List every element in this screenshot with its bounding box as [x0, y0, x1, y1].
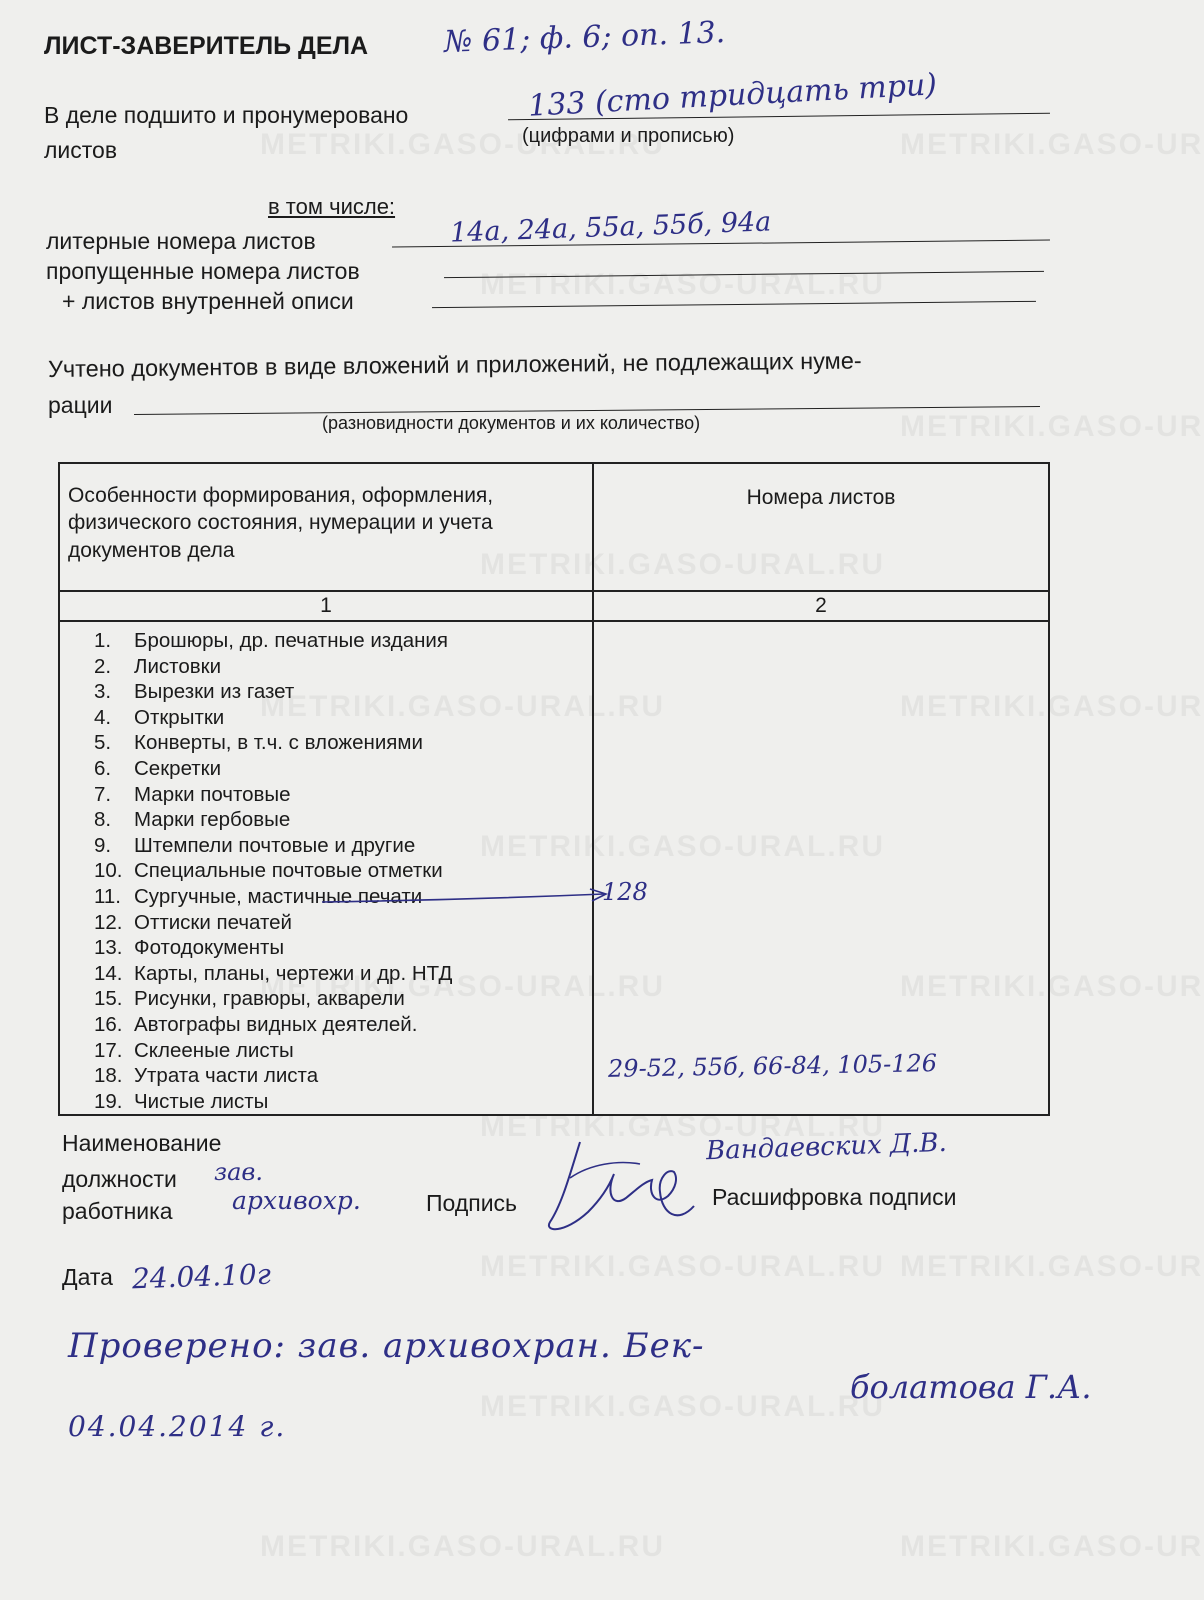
- letter-numbers-value: 14а, 24а, 55а, 55б, 94а: [449, 206, 772, 249]
- list-item: 6. Секретки: [94, 756, 222, 780]
- filed-pages-value: 133 (сто тридцать три): [527, 67, 938, 124]
- attachments-hint: (разновидности документов и их количество): [322, 413, 701, 433]
- signature-decoding-value: Вандаевских Д.В.: [705, 1127, 948, 1167]
- filed-pages-label-2: листов: [44, 137, 118, 163]
- arrow-icon: [320, 888, 610, 912]
- watermark: [480, 1390, 885, 1424]
- table-header-features: Особенности формирования, оформления, физического состояния, нумерации и учета документов дела: [59, 463, 593, 591]
- list-item: 8. Марки гербовые: [94, 808, 291, 832]
- list-item: 15. Рисунки, гравюры, акварели: [94, 987, 405, 1011]
- table-column-number-2: 2: [593, 591, 1049, 621]
- blank-pages-value: 29-52, 55б, 66-84, 105-126: [607, 1049, 938, 1083]
- list-item: 12. Оттиски печатей: [94, 910, 293, 934]
- list-item: 7. Марки почтовые: [94, 782, 291, 806]
- list-item: 1. Брошюры, др. печатные издания: [94, 629, 448, 652]
- features-list-cell: [59, 621, 593, 1115]
- including-label: в том числе:: [268, 194, 396, 219]
- signature-image: [540, 1134, 700, 1238]
- watermark: [900, 410, 1204, 444]
- list-item: 14. Карты, планы, чертежи и др. НТД: [94, 961, 453, 985]
- list-item: 16. Автографы видных деятелей.: [94, 1012, 418, 1036]
- position-value: зав.: [214, 1158, 263, 1186]
- date-label: Дата: [62, 1264, 113, 1290]
- page-numbers-cell: [593, 621, 1049, 1115]
- watermark: [260, 1530, 665, 1564]
- watermark: [900, 1250, 1204, 1284]
- verified-date: 04.04.2014 г.: [68, 1410, 287, 1443]
- features-table: [58, 462, 1050, 1116]
- features-list: [60, 628, 592, 1114]
- filed-pages-hint: (цифрами и прописью): [522, 125, 735, 147]
- internal-inventory-label: + листов внутренней описи: [62, 288, 354, 314]
- list-item: 3. Вырезки из газет: [94, 680, 295, 704]
- list-item: 4. Открытки: [94, 705, 225, 729]
- list-item: 10. Специальные почтовые отметки: [94, 859, 443, 883]
- list-item: 2. Листовки: [94, 654, 222, 678]
- position-label-3: работника: [62, 1198, 173, 1224]
- missing-numbers-label: пропущенные номера листов: [46, 258, 360, 284]
- list-item: 13. Фотодокументы: [94, 936, 285, 960]
- list-item: 11. Сургучные, мастичные печати: [94, 884, 423, 908]
- fund-reference-handwritten: № 61; ф. 6; оп. 13.: [443, 15, 726, 60]
- filed-pages-label: В деле подшито и пронумеровано: [44, 102, 409, 128]
- position-label-2: должности: [62, 1166, 177, 1192]
- position-label: Наименование: [62, 1130, 222, 1156]
- signature-label: Подпись: [426, 1190, 518, 1216]
- list-item: 9. Штемпели почтовые и другие: [94, 833, 416, 857]
- attachments-text-2: рации: [48, 392, 113, 418]
- list-item: 19. Чистые листы: [94, 1089, 269, 1113]
- page-title: ЛИСТ-ЗАВЕРИТЕЛЬ ДЕЛА: [44, 32, 369, 60]
- stamps-pages-value: 128: [602, 878, 648, 906]
- verified-note: Проверено: зав. архивохран. Бек-: [68, 1326, 705, 1366]
- list-item: 17. Склееные листы: [94, 1038, 294, 1062]
- table-header-page-numbers: Номера листов: [593, 463, 1049, 591]
- position-value-2: архивохр.: [232, 1186, 361, 1215]
- list-item: 5. Конверты, в т.ч. с вложениями: [94, 731, 423, 755]
- table-column-number-1: 1: [59, 591, 593, 621]
- letter-numbers-label: литерные номера листов: [46, 228, 316, 254]
- attachments-text: Учтено документов в виде вложений и приложений, не подлежащих нуме-: [47, 347, 862, 382]
- watermark: [900, 128, 1204, 162]
- verified-note-2: болатова Г.А.: [850, 1368, 1092, 1406]
- date-value: 24.04.10г: [131, 1257, 272, 1296]
- signature-decoding-label: Расшифровка подписи: [712, 1184, 957, 1210]
- watermark: [480, 1250, 885, 1284]
- watermark: [900, 1530, 1204, 1564]
- list-item: 18. Утрата части листа: [94, 1064, 319, 1088]
